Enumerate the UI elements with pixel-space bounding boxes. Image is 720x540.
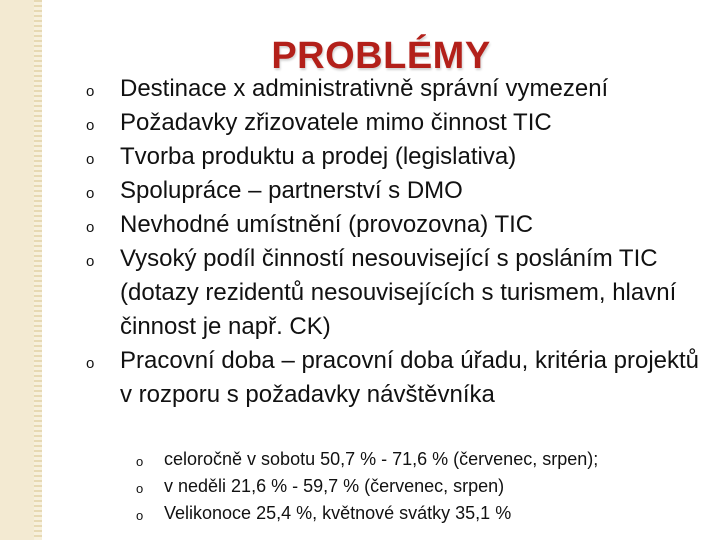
sub-bullet-text: Velikonoce 25,4 %, květnové svátky 35,1 % (164, 503, 512, 523)
sub-list-item (136, 473, 696, 500)
sub-bullet-marker: o (136, 508, 144, 523)
bullet-marker: o (86, 253, 95, 270)
list-item (86, 174, 706, 208)
bullet-text: Vysoký podíl činností nesouvisející s posláním TIC (dotazy rezidentů nesouvisejících s turismem, hlavní činnost je např. CK) (120, 245, 677, 340)
decorative-stripes (34, 0, 42, 540)
page-title: PROBLÉMY (271, 35, 491, 78)
sub-bullet-list (136, 446, 696, 527)
bullet-marker: o (86, 355, 95, 372)
bullet-text: Spolupráce – partnerství s DMO (120, 177, 463, 204)
sub-list-item (136, 500, 696, 527)
list-item (86, 72, 706, 106)
list-item (86, 344, 706, 412)
bullet-marker: o (86, 83, 95, 100)
bullet-text: Destinace x administrativně správní vymezení (120, 75, 609, 102)
bullet-marker: o (86, 117, 95, 134)
sub-bullet-marker: o (136, 481, 144, 496)
sub-bullet-marker: o (136, 454, 144, 469)
bullet-text: Tvorba produktu a prodej (legislativa) (120, 143, 517, 170)
bullet-text: Nevhodné umístnění (provozovna) TIC (120, 211, 534, 238)
bullet-marker: o (86, 185, 95, 202)
list-item (86, 106, 706, 140)
list-item (86, 242, 706, 344)
bullet-text: Požadavky zřizovatele mimo činnost TIC (120, 109, 552, 136)
list-item (86, 208, 706, 242)
sub-bullet-text: celoročně v sobotu 50,7 % - 71,6 % (červenec, srpen); (164, 449, 599, 469)
bullet-marker: o (86, 151, 95, 168)
list-item (86, 140, 706, 174)
bullet-marker: o (86, 219, 95, 236)
sub-bullet-text: v neděli 21,6 % - 59,7 % (červenec, srpen) (164, 476, 505, 496)
bullet-text: Pracovní doba – pracovní doba úřadu, kritéria projektů v rozporu s požadavky návštěvníka (120, 347, 700, 408)
bullet-list (86, 72, 706, 412)
sub-list-item (136, 446, 696, 473)
decorative-left-band (0, 0, 34, 540)
